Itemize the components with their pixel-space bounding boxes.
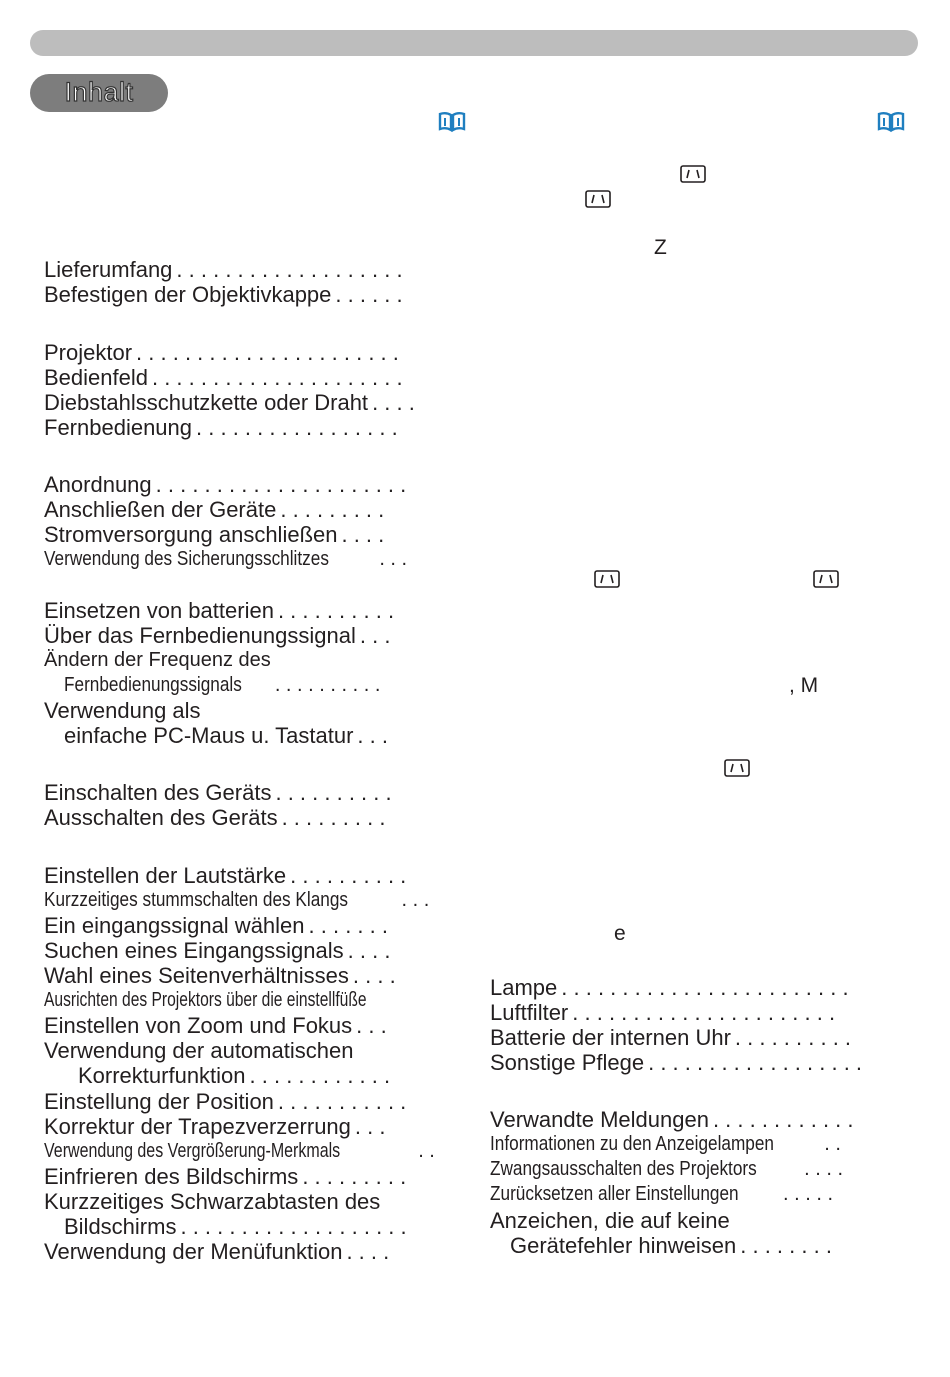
key-symbol-icon — [594, 570, 620, 588]
toc-entry-line: Verwendung als — [44, 698, 201, 723]
book-icon — [438, 111, 466, 133]
toc-entry[interactable]: Informationen zu den Anzeigelampen . . — [490, 1133, 841, 1155]
toc-entry[interactable]: Über das Fernbedienungssignal . . . — [44, 623, 391, 648]
toc-entry[interactable]: Suchen eines Eingangssignals . . . . — [44, 938, 391, 963]
toc-entry-line: Verwendung der automatischen — [44, 1038, 354, 1063]
toc-entry-line: Kurzzeitiges Schwarzabtasten des — [44, 1189, 381, 1214]
toc-entry[interactable]: Kurzzeitiges stummschalten des Klangs . . . — [44, 889, 430, 911]
toc-entry[interactable]: Einfrieren des Bildschirms . . . . . . . . . — [44, 1164, 407, 1189]
toc-entry[interactable]: Zwangsausschalten des Projektors . . . . — [490, 1158, 844, 1180]
stray-letter: , M — [789, 674, 819, 697]
key-symbol-icon — [585, 190, 611, 208]
toc-entry[interactable]: Sonstige Pflege . . . . . . . . . . . . . . . . . . — [490, 1050, 863, 1075]
toc-entry[interactable]: Batterie der internen Uhr . . . . . . . . . . — [490, 1025, 852, 1050]
toc-entry[interactable]: Korrekturfunktion . . . . . . . . . . . . — [78, 1063, 391, 1088]
toc-entry[interactable]: Ausrichten des Projektors über die einstellfüße — [44, 989, 367, 1011]
stray-letter: Z — [654, 236, 667, 259]
toc-entry[interactable]: Zurücksetzen aller Einstellungen . . . . . — [490, 1183, 834, 1205]
toc-entry[interactable]: Einstellen der Lautstärke . . . . . . . . . . — [44, 863, 407, 888]
key-symbol-icon — [680, 165, 706, 183]
toc-entry[interactable]: Gerätefehler hinweisen . . . . . . . . — [510, 1233, 832, 1258]
toc-entry[interactable]: Fernbedienung . . . . . . . . . . . . . . . . . — [44, 415, 398, 440]
key-symbol-icon — [724, 759, 750, 777]
book-icon — [877, 111, 905, 133]
toc-entry-line: Anzeichen, die auf keine — [490, 1208, 730, 1233]
toc-entry[interactable]: Verwendung der Menüfunktion . . . . — [44, 1239, 390, 1264]
toc-entry[interactable]: Luftfilter . . . . . . . . . . . . . . . . . . . . . . — [490, 1000, 836, 1025]
toc-entry[interactable]: Einschalten des Geräts . . . . . . . . . . — [44, 780, 392, 805]
toc-entry[interactable]: Fernbedienungssignals . . . . . . . . . . — [64, 674, 381, 696]
section-title-pill — [30, 74, 168, 112]
toc-entry[interactable]: Ein eingangssignal wählen . . . . . . . — [44, 913, 388, 938]
toc-entry[interactable]: Verwendung des Sicherungsschlitzes . . . — [44, 548, 408, 570]
toc-entry[interactable]: Anordnung . . . . . . . . . . . . . . . . . . . . . — [44, 472, 407, 497]
toc-entry[interactable]: Einstellen von Zoom und Fokus . . . — [44, 1013, 387, 1038]
toc-entry-line: Ändern der Frequenz des — [44, 649, 271, 671]
toc-entry[interactable]: Einstellung der Position . . . . . . . . . . . — [44, 1089, 407, 1114]
toc-entry[interactable]: Ausschalten des Geräts . . . . . . . . . — [44, 805, 386, 830]
key-symbol-icon — [813, 570, 839, 588]
toc-entry[interactable]: Bedienfeld . . . . . . . . . . . . . . . . . . . . . — [44, 365, 403, 390]
toc-entry[interactable]: Verwendung des Vergrößerung-Merkmals . . — [44, 1140, 435, 1162]
toc-entry[interactable]: Korrektur der Trapezverzerrung . . . — [44, 1114, 386, 1139]
section-title: Inhalt — [64, 77, 134, 107]
stray-letter: e — [614, 922, 626, 945]
toc-entry[interactable]: Bildschirms . . . . . . . . . . . . . . . . . . . — [64, 1214, 407, 1239]
toc-entry[interactable]: Diebstahlsschutzkette oder Draht . . . . — [44, 390, 415, 415]
toc-entry[interactable]: Anschließen der Geräte . . . . . . . . . — [44, 497, 385, 522]
toc-entry[interactable]: Einsetzen von batterien . . . . . . . . . . — [44, 598, 395, 623]
toc-entry[interactable]: Verwandte Meldungen . . . . . . . . . . . . — [490, 1107, 854, 1132]
toc-entry[interactable]: Wahl eines Seitenverhältnisses . . . . — [44, 963, 396, 988]
toc-entry[interactable]: einfache PC-Maus u. Tastatur . . . — [64, 723, 388, 748]
toc-entry[interactable]: Befestigen der Objektivkappe . . . . . . — [44, 282, 403, 307]
toc-entry[interactable]: Lampe . . . . . . . . . . . . . . . . . . . . . . . . — [490, 975, 849, 1000]
toc-entry[interactable]: Lieferumfang . . . . . . . . . . . . . . . . . . . — [44, 257, 403, 282]
toc-entry[interactable]: Projektor . . . . . . . . . . . . . . . . . . . . . . — [44, 340, 399, 365]
header-bar — [30, 30, 918, 56]
toc-entry[interactable]: Stromversorgung anschließen . . . . — [44, 522, 385, 547]
